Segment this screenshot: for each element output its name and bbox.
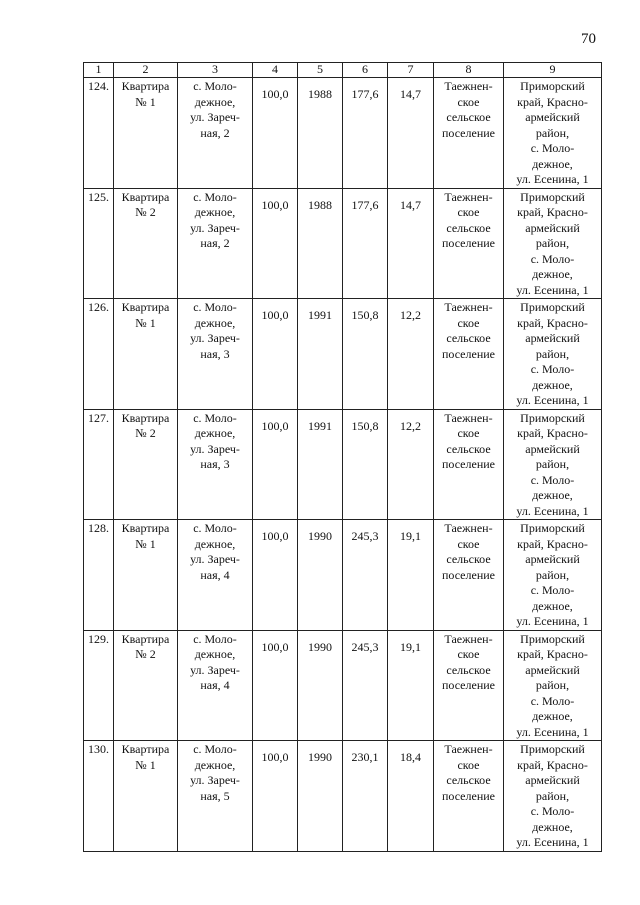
object-address-cell-line: с. Моло- bbox=[193, 79, 237, 93]
value-cell: 19,1 bbox=[388, 630, 434, 741]
object-name-cell-line: Квартира bbox=[121, 79, 170, 93]
location-cell-line: армейский bbox=[525, 552, 580, 566]
location-cell-line: ул. Есенина, 1 bbox=[516, 835, 589, 849]
location-cell-line: район, bbox=[535, 788, 570, 803]
row-index-cell: 124. bbox=[84, 78, 114, 189]
location-cell-line: с. Моло- bbox=[530, 251, 575, 266]
column-header: 1 bbox=[84, 63, 114, 78]
object-name-cell-line: Квартира bbox=[121, 410, 170, 425]
area-cell: 177,6 bbox=[343, 78, 388, 189]
location-cell-line: Приморский bbox=[520, 521, 585, 535]
holder-cell-line: сельское bbox=[446, 220, 491, 235]
holder-cell-line: поселение bbox=[441, 346, 495, 361]
page-number: 70 bbox=[581, 31, 596, 47]
object-address-cell-line: ул. Зареч- bbox=[190, 220, 240, 235]
object-address-cell-line: ная, 3 bbox=[200, 346, 230, 361]
object-address-cell bbox=[178, 299, 253, 410]
object-address-cell-line: ная, 4 bbox=[200, 567, 230, 582]
column-header: 8 bbox=[434, 63, 504, 78]
object-address-cell bbox=[178, 409, 253, 520]
location-cell-line: с. Моло- bbox=[530, 583, 575, 597]
object-name-cell bbox=[114, 78, 178, 189]
share-cell: 100,0 bbox=[253, 299, 298, 410]
location-cell-line: край, Красно- bbox=[517, 536, 588, 551]
share-cell: 100,0 bbox=[253, 78, 298, 189]
object-address-cell-line: дежное, bbox=[194, 94, 236, 109]
holder-cell bbox=[434, 78, 504, 189]
object-address-cell-line: дежное, bbox=[194, 757, 236, 772]
location-cell-line: ул. Есенина, 1 bbox=[516, 393, 589, 407]
holder-cell-line: сельское bbox=[446, 773, 491, 787]
holder-cell-line: Таежнен- bbox=[444, 742, 493, 756]
table-row bbox=[84, 409, 602, 520]
holder-cell bbox=[434, 299, 504, 410]
object-address-cell-line: ул. Зареч- bbox=[190, 331, 240, 345]
holder-cell-line: Таежнен- bbox=[444, 631, 493, 646]
row-index-cell: 125. bbox=[84, 188, 114, 299]
object-address-cell-line: с. Моло- bbox=[193, 189, 237, 204]
row-index-cell: 130. bbox=[84, 741, 114, 852]
column-header: 5 bbox=[298, 63, 343, 78]
object-name-cell bbox=[114, 630, 178, 741]
location-cell-line: район, bbox=[535, 567, 570, 582]
year-cell: 1990 bbox=[298, 741, 343, 852]
value-cell: 12,2 bbox=[388, 409, 434, 520]
object-address-cell-line: с. Моло- bbox=[193, 521, 237, 535]
value-cell: 19,1 bbox=[388, 520, 434, 631]
location-cell-line: район, bbox=[535, 346, 570, 361]
area-cell: 230,1 bbox=[343, 741, 388, 852]
column-header: 6 bbox=[343, 63, 388, 78]
holder-cell-line: сельское bbox=[446, 331, 491, 345]
area-cell: 150,8 bbox=[343, 299, 388, 410]
location-cell-line: край, Красно- bbox=[517, 647, 588, 661]
holder-cell-line: Таежнен- bbox=[444, 410, 493, 425]
holder-cell-line: поселение bbox=[441, 125, 495, 140]
object-name-cell-line: № 1 bbox=[135, 757, 156, 772]
area-cell: 177,6 bbox=[343, 188, 388, 299]
holder-cell-line: сельское bbox=[446, 552, 491, 566]
column-header: 3 bbox=[178, 63, 253, 78]
object-name-cell-line: № 2 bbox=[135, 205, 156, 219]
holder-cell bbox=[434, 630, 504, 741]
holder-cell-line: ское bbox=[457, 315, 480, 330]
object-name-cell-line: № 1 bbox=[135, 536, 156, 551]
share-cell: 100,0 bbox=[253, 520, 298, 631]
property-registry-table bbox=[83, 62, 602, 852]
object-address-cell-line: ная, 2 bbox=[200, 236, 230, 250]
value-cell: 14,7 bbox=[388, 78, 434, 189]
object-name-cell-line: Квартира bbox=[121, 300, 170, 314]
location-cell bbox=[504, 409, 602, 520]
location-cell-line: Приморский bbox=[520, 631, 585, 646]
object-address-cell-line: ул. Зареч- bbox=[190, 110, 240, 124]
column-number-row bbox=[84, 63, 602, 78]
column-header: 9 bbox=[504, 63, 602, 78]
object-address-cell-line: ул. Зареч- bbox=[190, 773, 240, 787]
year-cell: 1990 bbox=[298, 520, 343, 631]
year-cell: 1988 bbox=[298, 78, 343, 189]
value-cell: 18,4 bbox=[388, 741, 434, 852]
location-cell-line: ул. Есенина, 1 bbox=[516, 503, 589, 518]
object-name-cell-line: Квартира bbox=[121, 631, 170, 646]
holder-cell-line: ское bbox=[457, 647, 480, 661]
holder-cell-line: ское bbox=[457, 757, 480, 772]
object-address-cell-line: ная, 3 bbox=[200, 457, 230, 471]
area-cell: 150,8 bbox=[343, 409, 388, 520]
location-cell-line: Приморский bbox=[520, 300, 585, 314]
object-address-cell-line: ул. Зареч- bbox=[190, 662, 240, 677]
object-address-cell-line: дежное, bbox=[194, 205, 236, 219]
object-name-cell bbox=[114, 409, 178, 520]
object-name-cell-line: № 2 bbox=[135, 426, 156, 440]
location-cell-line: район, bbox=[535, 125, 570, 140]
object-address-cell-line: ул. Зареч- bbox=[190, 441, 240, 456]
object-address-cell-line: с. Моло- bbox=[193, 410, 237, 425]
object-name-cell-line: № 1 bbox=[135, 94, 156, 109]
location-cell-line: армейский bbox=[525, 220, 580, 235]
holder-cell-line: Таежнен- bbox=[444, 189, 493, 204]
location-cell-line: ул. Есенина, 1 bbox=[516, 614, 589, 628]
object-name-cell-line: № 1 bbox=[135, 315, 156, 330]
object-address-cell-line: дежное, bbox=[194, 315, 236, 330]
location-cell-line: дежное, bbox=[532, 598, 573, 613]
row-index-cell: 127. bbox=[84, 409, 114, 520]
location-cell bbox=[504, 520, 602, 631]
holder-cell-line: ское bbox=[457, 426, 480, 440]
holder-cell-line: поселение bbox=[441, 457, 495, 471]
holder-cell-line: поселение bbox=[441, 788, 495, 803]
location-cell-line: армейский bbox=[525, 773, 580, 787]
location-cell-line: дежное, bbox=[532, 267, 573, 281]
year-cell: 1988 bbox=[298, 188, 343, 299]
holder-cell-line: Таежнен- bbox=[444, 300, 493, 314]
location-cell-line: с. Моло- bbox=[530, 804, 575, 818]
table-row bbox=[84, 630, 602, 741]
area-cell: 245,3 bbox=[343, 520, 388, 631]
holder-cell bbox=[434, 409, 504, 520]
location-cell-line: дежное, bbox=[532, 709, 573, 723]
table-row bbox=[84, 299, 602, 410]
holder-cell-line: поселение bbox=[441, 678, 495, 692]
location-cell-line: армейский bbox=[525, 331, 580, 345]
location-cell bbox=[504, 741, 602, 852]
location-cell-line: ул. Есенина, 1 bbox=[516, 282, 589, 297]
location-cell-line: район, bbox=[535, 457, 570, 471]
share-cell: 100,0 bbox=[253, 409, 298, 520]
share-cell: 100,0 bbox=[253, 630, 298, 741]
area-cell: 245,3 bbox=[343, 630, 388, 741]
location-cell-line: Приморский bbox=[520, 189, 585, 204]
share-cell: 100,0 bbox=[253, 188, 298, 299]
object-address-cell bbox=[178, 741, 253, 852]
location-cell-line: Приморский bbox=[520, 742, 585, 756]
holder-cell-line: сельское bbox=[446, 662, 491, 677]
row-index-cell: 128. bbox=[84, 520, 114, 631]
location-cell-line: с. Моло- bbox=[530, 141, 575, 155]
location-cell-line: дежное, bbox=[532, 156, 573, 171]
object-address-cell-line: ная, 2 bbox=[200, 125, 230, 140]
object-address-cell bbox=[178, 188, 253, 299]
object-name-cell bbox=[114, 188, 178, 299]
location-cell bbox=[504, 630, 602, 741]
object-address-cell-line: ная, 4 bbox=[200, 678, 230, 692]
location-cell-line: армейский bbox=[525, 110, 580, 124]
location-cell-line: ул. Есенина, 1 bbox=[516, 172, 589, 186]
location-cell-line: армейский bbox=[525, 662, 580, 677]
holder-cell-line: ское bbox=[457, 205, 480, 219]
object-name-cell bbox=[114, 741, 178, 852]
object-address-cell bbox=[178, 630, 253, 741]
holder-cell-line: ское bbox=[457, 94, 480, 109]
holder-cell bbox=[434, 188, 504, 299]
holder-cell-line: сельское bbox=[446, 110, 491, 124]
table-row bbox=[84, 741, 602, 852]
location-cell bbox=[504, 299, 602, 410]
object-address-cell-line: дежное, bbox=[194, 536, 236, 551]
location-cell-line: Приморский bbox=[520, 410, 585, 425]
object-address-cell-line: с. Моло- bbox=[193, 742, 237, 756]
location-cell-line: армейский bbox=[525, 441, 580, 456]
table-row bbox=[84, 78, 602, 189]
table-row bbox=[84, 188, 602, 299]
location-cell-line: ул. Есенина, 1 bbox=[516, 724, 589, 739]
location-cell-line: край, Красно- bbox=[517, 757, 588, 772]
location-cell-line: дежное, bbox=[532, 819, 573, 834]
location-cell-line: край, Красно- bbox=[517, 205, 588, 219]
holder-cell-line: Таежнен- bbox=[444, 521, 493, 535]
year-cell: 1990 bbox=[298, 630, 343, 741]
row-index-cell: 126. bbox=[84, 299, 114, 410]
object-name-cell-line: Квартира bbox=[121, 189, 170, 204]
location-cell-line: край, Красно- bbox=[517, 315, 588, 330]
object-name-cell bbox=[114, 299, 178, 410]
object-address-cell-line: с. Моло- bbox=[193, 631, 237, 646]
object-name-cell-line: № 2 bbox=[135, 647, 156, 661]
object-address-cell-line: ул. Зареч- bbox=[190, 552, 240, 566]
object-name-cell bbox=[114, 520, 178, 631]
value-cell: 14,7 bbox=[388, 188, 434, 299]
location-cell-line: район, bbox=[535, 678, 570, 692]
location-cell-line: край, Красно- bbox=[517, 426, 588, 440]
object-address-cell bbox=[178, 78, 253, 189]
location-cell bbox=[504, 78, 602, 189]
location-cell-line: Приморский bbox=[520, 79, 585, 93]
object-address-cell-line: ная, 5 bbox=[200, 788, 230, 803]
value-cell: 12,2 bbox=[388, 299, 434, 410]
location-cell-line: край, Красно- bbox=[517, 94, 588, 109]
table-row bbox=[84, 520, 602, 631]
object-address-cell-line: с. Моло- bbox=[193, 300, 237, 314]
object-name-cell-line: Квартира bbox=[121, 521, 170, 535]
location-cell-line: с. Моло- bbox=[530, 362, 575, 376]
object-address-cell-line: дежное, bbox=[194, 426, 236, 440]
table-header bbox=[84, 63, 602, 78]
object-address-cell bbox=[178, 520, 253, 631]
holder-cell-line: ское bbox=[457, 536, 480, 551]
object-name-cell-line: Квартира bbox=[121, 742, 170, 756]
holder-cell-line: поселение bbox=[441, 236, 495, 250]
holder-cell bbox=[434, 520, 504, 631]
year-cell: 1991 bbox=[298, 299, 343, 410]
share-cell: 100,0 bbox=[253, 741, 298, 852]
column-header: 4 bbox=[253, 63, 298, 78]
location-cell-line: район, bbox=[535, 236, 570, 250]
object-address-cell-line: дежное, bbox=[194, 647, 236, 661]
row-index-cell: 129. bbox=[84, 630, 114, 741]
column-header: 7 bbox=[388, 63, 434, 78]
location-cell-line: дежное, bbox=[532, 377, 573, 392]
holder-cell bbox=[434, 741, 504, 852]
location-cell-line: с. Моло- bbox=[530, 472, 575, 487]
holder-cell-line: поселение bbox=[441, 567, 495, 582]
location-cell bbox=[504, 188, 602, 299]
holder-cell-line: Таежнен- bbox=[444, 79, 493, 93]
location-cell-line: с. Моло- bbox=[530, 693, 575, 708]
holder-cell-line: сельское bbox=[446, 441, 491, 456]
column-header: 2 bbox=[114, 63, 178, 78]
table-body bbox=[84, 78, 602, 852]
year-cell: 1991 bbox=[298, 409, 343, 520]
location-cell-line: дежное, bbox=[532, 488, 573, 502]
